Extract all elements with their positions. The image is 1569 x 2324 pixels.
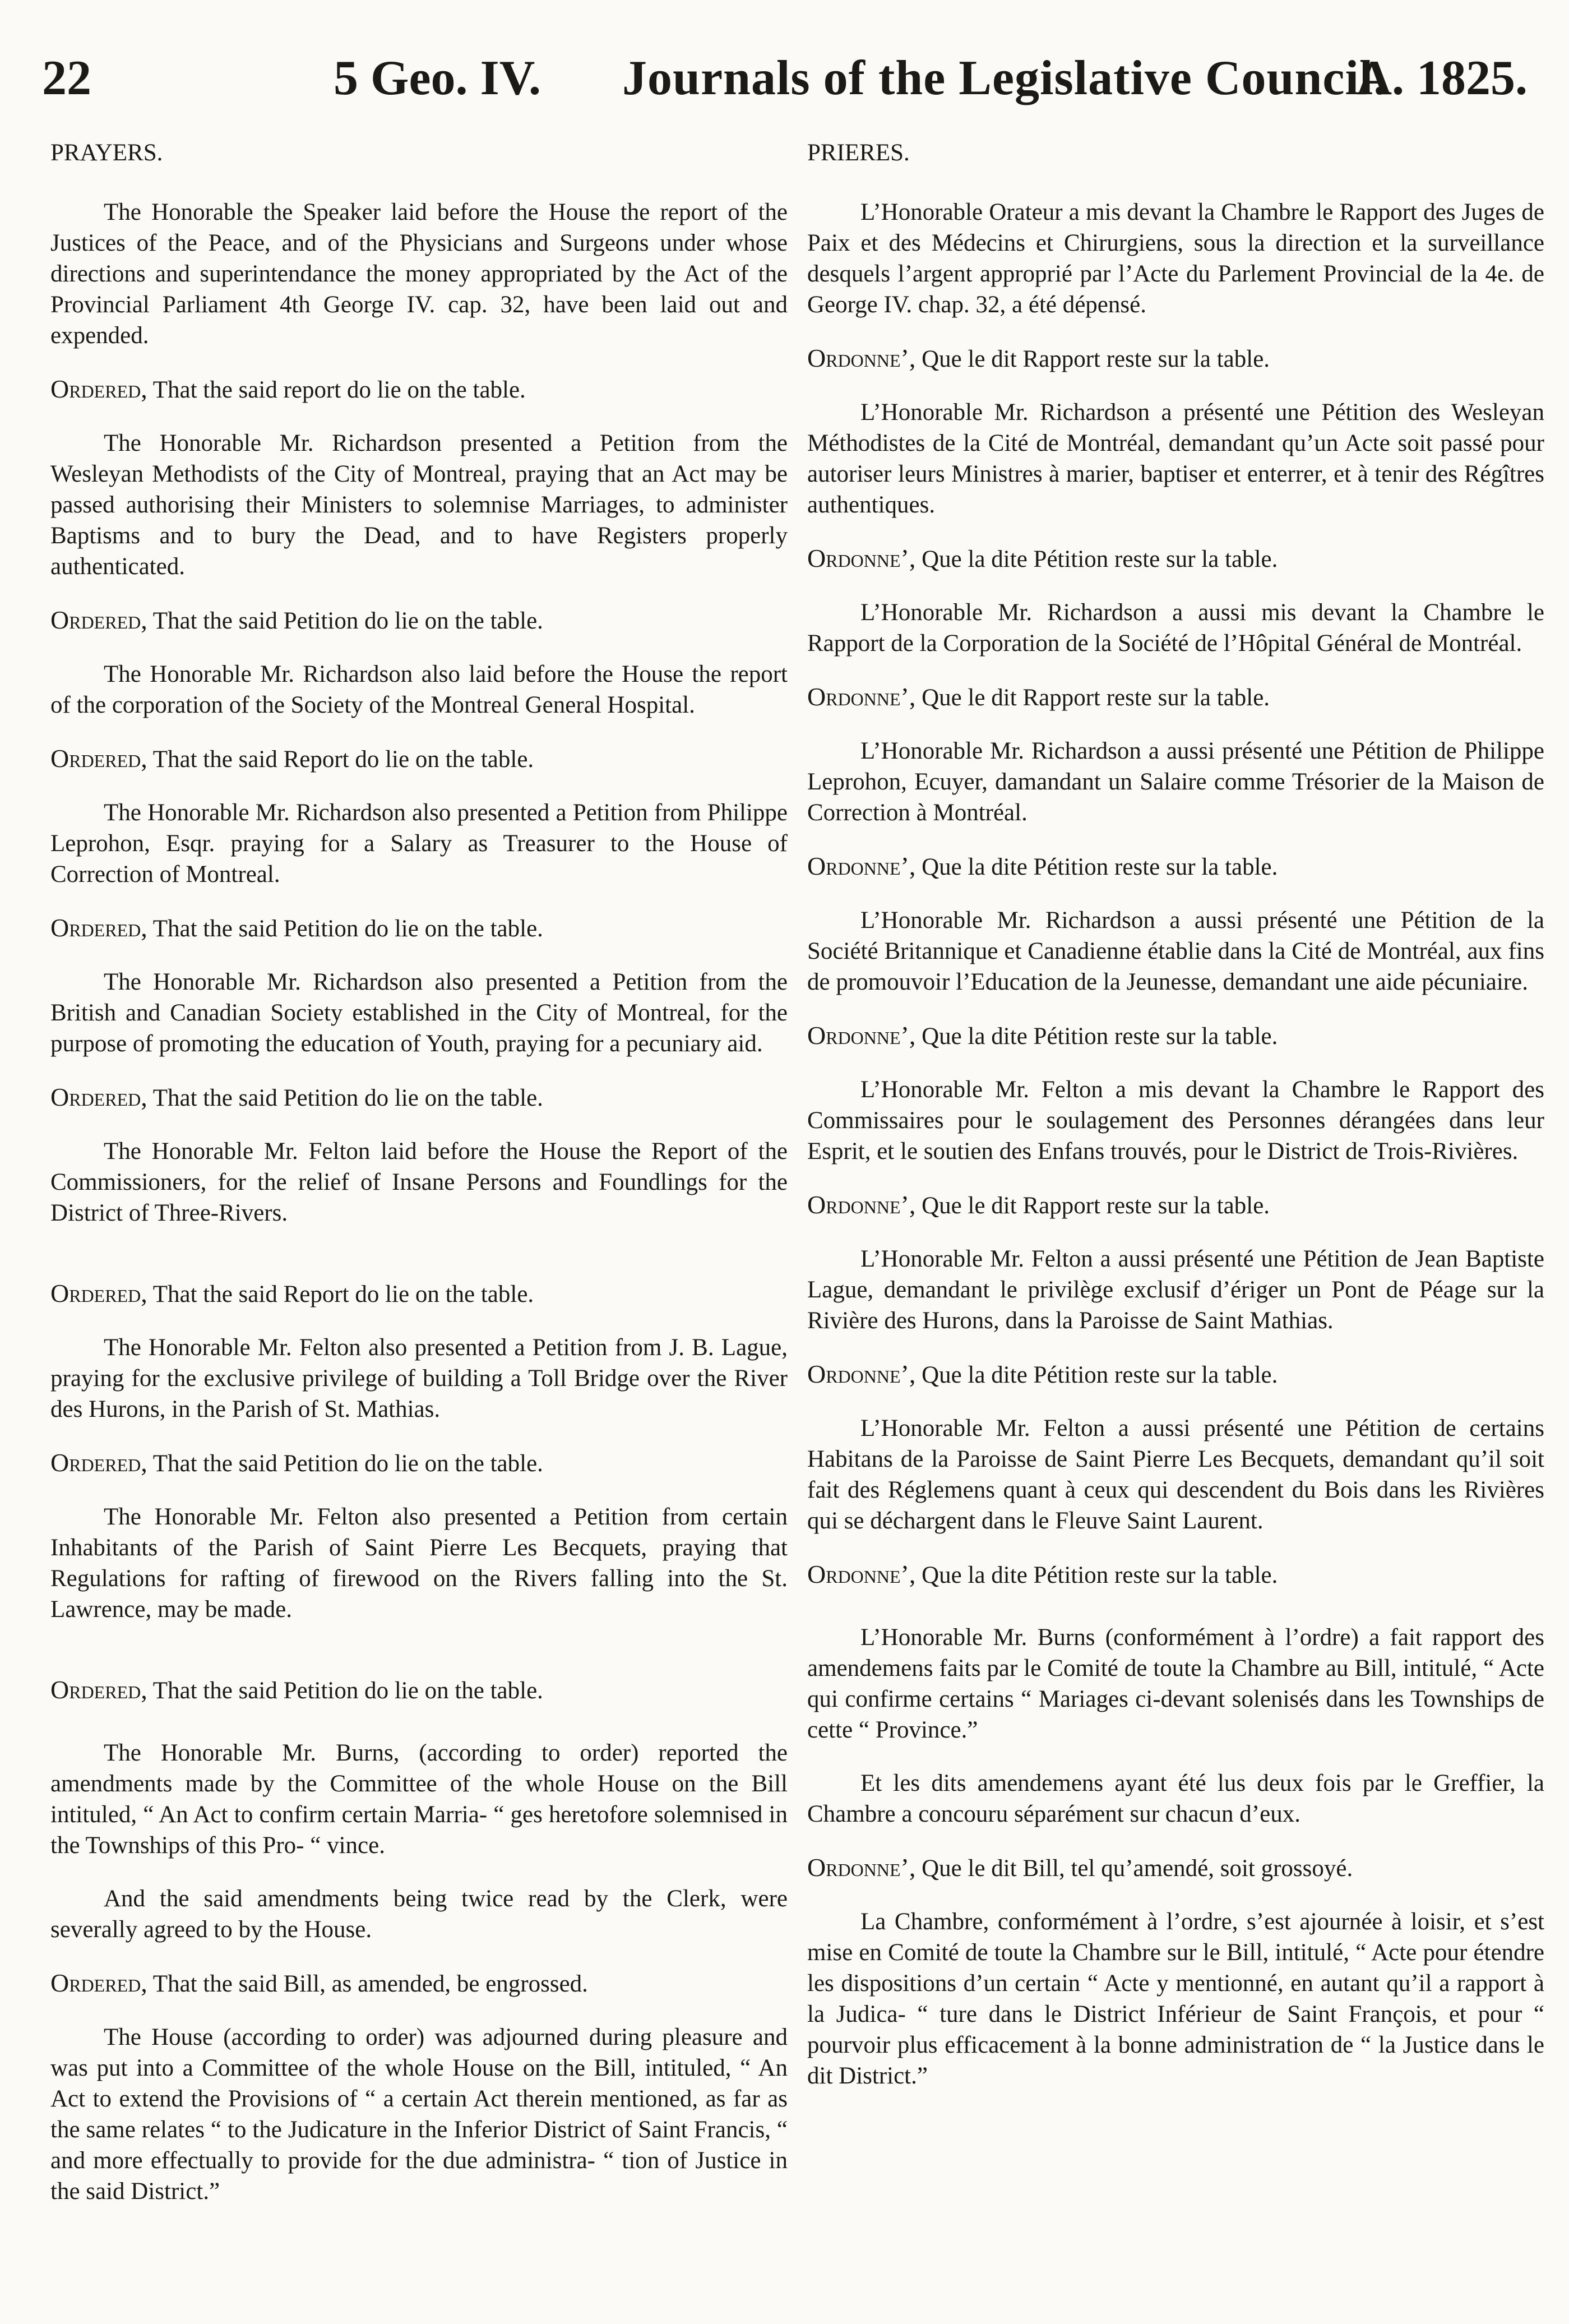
order-french — [807, 1559, 1544, 1591]
order-english — [50, 1082, 788, 1114]
order-french — [807, 543, 1544, 575]
order-text: That the said Report do lie on the table. — [152, 746, 534, 773]
order-keyword: Ordered, — [50, 1083, 147, 1111]
entry-english: And the said amendments being twice read by the Clerk, were severally agreed to by the House. — [50, 1886, 788, 1943]
page-number: 22 — [42, 51, 91, 105]
order-french — [807, 1852, 1544, 1884]
order-keyword: Ordered, — [50, 1969, 147, 1997]
order-text: That the said report do lie on the table. — [152, 377, 526, 403]
entry-english: The Honorable Mr. Felton also presented a Petition from certain Inhabitants of the Parish of Saint Pierre Les Becquets, praying that Regulations for rafting of firewood on the Rivers falling into the St. Lawrence, may be made. — [50, 1504, 788, 1623]
order-english — [50, 1674, 788, 1706]
entry-french: L’Honorable Mr. Burns (conformément à l’ordre) a fait rapport des amendemens faits par le Comité de toute la Chambre au Bill, intitulé, “ Acte qui confirme certains “ Mariages ci-devant solenisés dans les Townships de cette “ Province.” — [807, 1624, 1544, 1743]
entry-french: L’Honorable Orateur a mis devant la Chambre le Rapport des Juges de Paix et des Médecins et Chirurgiens, sous la direction et la surveillance desquels l’argent approprié par l’Acte du Parlement Provincial de la 4e. de George IV. chap. 32, a été dépensé. — [807, 199, 1544, 318]
entry-english: The Honorable Mr. Richardson presented a Petition from the Wesleyan Methodists of the City of Montreal, praying that an Act may be passed authorising their Ministers to solemnise Marriages, to administer Baptisms and to bury the Dead, and to have Registers properly authenticated. — [50, 430, 788, 580]
entry-french: La Chambre, conformément à l’ordre, s’est ajournée à loisir, et s’est mise en Comité de toute la Chambre sur le Bill, intitulé, “ Acte pour étendre les dispositions d’un certain “ Acte y mentionné, en autant qu’il a rapport à la Judica- “ ture dans le District Inférieur de Saint François, et pour “ pourvoir plus efficacement à la bonne administration de “ la Justice dans le dit District.” — [807, 1909, 1544, 2089]
order-keyword: Ordonne’, — [807, 344, 916, 372]
entry-english: The Honorable Mr. Richardson also laid before the House the report of the corporation of the Society of the Montreal General Hospital. — [50, 661, 788, 718]
order-french — [807, 343, 1544, 375]
entry-english: The Honorable Mr. Richardson also presented a Petition from Philippe Leprohon, Esqr. praying for a Salary as Treasurer to the House of Correction of Montreal. — [50, 800, 788, 888]
order-text: Que le dit Rapport reste sur la table. — [922, 346, 1270, 372]
section-head-english: PRAYERS. — [50, 140, 163, 166]
order-text: That the said Report do lie on the table. — [152, 1281, 534, 1307]
entry-english: The Honorable the Speaker laid before the House the report of the Justices of the Peace, and of the Physicians and Surgeons under whose directions and superintendance the money appropriated by the Act of the Provincial Parliament 4th George IV. cap. 32, have been laid out and expended. — [50, 199, 788, 349]
order-keyword: Ordered, — [50, 375, 147, 403]
order-text: That the said Petition do lie on the table. — [152, 1450, 543, 1477]
order-text: Que le dit Rapport reste sur la table. — [922, 1193, 1270, 1219]
entry-french: L’Honorable Mr. Richardson a aussi présenté une Pétition de la Société Britannique et Canadienne établie dans la Cité de Montréal, aux fins de promouvoir l’Education de la Jeunesse, demandant une aide pécuniaire. — [807, 907, 1544, 995]
order-english — [50, 1278, 788, 1310]
order-english — [50, 743, 788, 775]
french-column — [807, 137, 1544, 2114]
reign-label: 5 Geo. IV. — [334, 51, 541, 105]
order-french — [807, 681, 1544, 713]
entry-french: L’Honorable Mr. Felton a aussi présenté une Pétition de Jean Baptiste Lague, demandant le privilège exclusif d’ériger un Pont de Péage sur la Rivière des Hurons, dans la Paroisse de Saint Mathias. — [807, 1246, 1544, 1334]
order-english — [50, 604, 788, 636]
entry-english: The Honorable Mr. Burns, (according to order) reported the amendments made by the Committee of the whole House on the Bill intituled, “ An Act to confirm certain Marria- “ ges heretofore solemnised in the Townships of this Pro- “ vince. — [50, 1740, 788, 1859]
entry-french: Et les dits amendemens ayant été lus deux fois par le Greffier, la Chambre a concouru séparément sur chacun d’eux. — [807, 1770, 1544, 1827]
order-keyword: Ordered, — [50, 1448, 147, 1477]
entry-english: The House (according to order) was adjourned during pleasure and was put into a Committee of the whole House on the Bill, intituled, “ An Act to extend the Provisions of “ a certain Act therein mentioned, as far as the same relates “ to the Judicature in the Inferior District of Saint Francis, “ and more effectually to provide for the due administra- “ tion of Justice in the said District.” — [50, 2024, 788, 2205]
order-keyword: Ordonne’, — [807, 682, 916, 711]
order-text: Que la dite Pétition reste sur la table. — [922, 1562, 1278, 1588]
entry-english: The Honorable Mr. Felton also presented a Petition from J. B. Lague, praying for the exclusive privilege of building a Toll Bridge over the River des Hurons, in the Parish of St. Mathias. — [50, 1334, 788, 1422]
order-keyword: Ordonne’, — [807, 1360, 916, 1388]
order-english — [50, 373, 788, 405]
order-keyword: Ordered, — [50, 1279, 147, 1307]
entry-french: L’Honorable Mr. Richardson a aussi présenté une Pétition de Philippe Leprohon, Ecuyer, damandant un Salaire comme Trésorier de la Maison de Correction à Montréal. — [807, 738, 1544, 826]
entry-french: L’Honorable Mr. Felton a aussi présenté une Pétition de certains Habitans de la Paroisse de Saint Pierre Les Becquets, demandant qu’il soit fait des Réglemens quant à ceux qui descendent du Bois dans les Rivières qui se déchargent dans le Fleuve Saint Laurent. — [807, 1415, 1544, 1534]
order-text: That the said Petition do lie on the table. — [152, 1085, 543, 1111]
journal-title: Journals of the Legislative Council. — [622, 51, 1387, 105]
entry-english: The Honorable Mr. Richardson also presented a Petition from the British and Canadian Society established in the City of Montreal, for the purpose of promoting the education of Youth, praying for a pecuniary aid. — [50, 969, 788, 1057]
order-keyword: Ordered, — [50, 606, 147, 634]
order-text: Que la dite Pétition reste sur la table. — [922, 546, 1278, 572]
order-keyword: Ordered, — [50, 744, 147, 773]
order-french — [807, 1020, 1544, 1052]
entry-french: L’Honorable Mr. Richardson a présenté une Pétition des Wesleyan Méthodistes de la Cité de Montréal, demandant qu’un Acte soit passé pour autoriser leurs Ministres à marier, baptiser et enterrer, et à tenir des Régîtres authentiques. — [807, 399, 1544, 518]
order-keyword: Ordonne’, — [807, 1560, 916, 1588]
order-keyword: Ordonne’, — [807, 1853, 916, 1882]
order-french — [807, 1189, 1544, 1221]
entry-french: L’Honorable Mr. Felton a mis devant la Chambre le Rapport des Commissaires pour le soulagement des Personnes dérangées dans leur Esprit, et le soutien des Enfans trouvés, pour le District de Trois-Rivières. — [807, 1076, 1544, 1165]
order-keyword: Ordered, — [50, 913, 147, 942]
order-keyword: Ordonne’, — [807, 544, 916, 572]
order-keyword: Ordered, — [50, 1675, 147, 1704]
order-keyword: Ordonne’, — [807, 1190, 916, 1219]
order-french — [807, 851, 1544, 883]
order-english — [50, 912, 788, 944]
order-text: Que le dit Rapport reste sur la table. — [922, 685, 1270, 711]
order-french — [807, 1359, 1544, 1390]
entry-french: L’Honorable Mr. Richardson a aussi mis devant la Chambre le Rapport de la Corporation de la Société de l’Hôpital Général de Montréal. — [807, 599, 1544, 657]
order-text: Que la dite Pétition reste sur la table. — [922, 1362, 1278, 1388]
order-text: Que le dit Bill, tel qu’amendé, soit grossoyé. — [922, 1855, 1353, 1882]
order-keyword: Ordonne’, — [807, 1021, 916, 1050]
year-label: A. 1825. — [1356, 51, 1528, 105]
order-text: That the said Bill, as amended, be engrossed. — [152, 1971, 588, 1997]
order-english — [50, 1447, 788, 1479]
order-english — [50, 1967, 788, 1999]
english-column — [50, 137, 788, 2229]
entry-english: The Honorable Mr. Felton laid before the House the Report of the Commissioners, for the relief of Insane Persons and Foundlings for the District of Three-Rivers. — [50, 1138, 788, 1226]
section-head-french: PRIERES. — [807, 140, 910, 166]
order-keyword: Ordonne’, — [807, 852, 916, 880]
order-text: That the said Petition do lie on the table. — [152, 1678, 543, 1704]
order-text: Que la dite Pétition reste sur la table. — [922, 854, 1278, 880]
order-text: That the said Petition do lie on the table. — [152, 916, 543, 942]
order-text: Que la dite Pétition reste sur la table. — [922, 1023, 1278, 1050]
page-header — [42, 48, 1528, 109]
order-text: That the said Petition do lie on the table. — [152, 608, 543, 634]
